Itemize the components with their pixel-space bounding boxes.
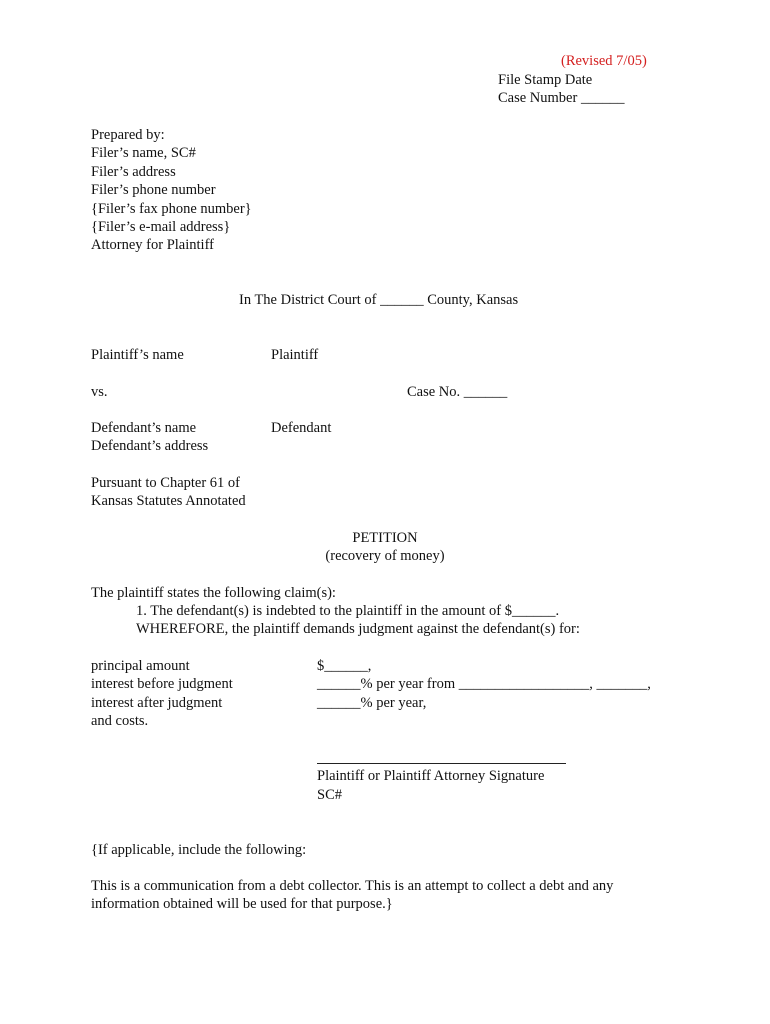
filer-name: Filer’s name, SC# — [91, 145, 196, 162]
revised-date: (Revised 7/05) — [561, 53, 647, 69]
debt-collector-line-1: This is a communication from a debt collector. This is an attempt to collect a debt and any — [91, 878, 614, 894]
wherefore-clause: WHEREFORE, the plaintiff demands judgment against the defendant(s) for: — [136, 621, 580, 637]
interest-before-value: ______% per year from __________________, _______, — [317, 676, 651, 693]
petition-title: PETITION — [352, 530, 418, 546]
interest-after-label: interest after judgment — [91, 694, 223, 711]
prepared-by-title: Prepared by: — [91, 127, 165, 143]
filer-address: Filer’s address — [91, 163, 176, 180]
case-no: Case No. ______ — [407, 384, 508, 400]
court-title: In The District Court of ______ County, Kansas — [239, 292, 519, 308]
defendant-address: Defendant’s address — [91, 438, 209, 454]
statute-line-1: Pursuant to Chapter 61 of — [91, 475, 241, 491]
signature-line — [317, 763, 566, 764]
defendant-label: Defendant — [271, 420, 332, 436]
defendant-name: Defendant’s name — [91, 420, 197, 436]
petition-subtitle: (recovery of money) — [325, 548, 445, 564]
debt-collector-line-2: information obtained will be used for that purpose.} — [91, 896, 393, 912]
signature-label: Plaintiff or Plaintiff Attorney Signature — [317, 768, 545, 784]
judgment-labels — [91, 657, 233, 731]
plaintiff-label: Plaintiff — [271, 347, 319, 363]
principal-amount-label: principal amount — [91, 658, 190, 674]
interest-after-value: ______% per year, — [317, 694, 427, 711]
versus: vs. — [91, 384, 108, 400]
interest-before-label: interest before judgment — [91, 676, 233, 693]
attorney-for-plaintiff: Attorney for Plaintiff — [91, 237, 214, 254]
signature-sc: SC# — [317, 787, 342, 803]
plaintiff-name: Plaintiff’s name — [91, 347, 184, 363]
filer-fax: {Filer’s fax phone number} — [91, 200, 252, 217]
file-stamp-date: File Stamp Date — [498, 72, 593, 88]
costs-label: and costs. — [91, 713, 149, 730]
case-number-header: Case Number ______ — [498, 90, 625, 106]
filer-email: {Filer’s e-mail address} — [91, 219, 231, 236]
principal-amount-value: $______, — [317, 658, 372, 674]
statute-line-2: Kansas Statutes Annotated — [91, 493, 246, 509]
claims-intro: The plaintiff states the following claim(s): — [91, 585, 336, 601]
applicable-note: {If applicable, include the following: — [91, 842, 307, 858]
judgment-values — [317, 657, 651, 712]
claim-item-1: 1. The defendant(s) is indebted to the plaintiff in the amount of $______. — [136, 603, 560, 619]
prepared-by-block — [91, 126, 252, 255]
filer-phone: Filer’s phone number — [91, 182, 216, 199]
